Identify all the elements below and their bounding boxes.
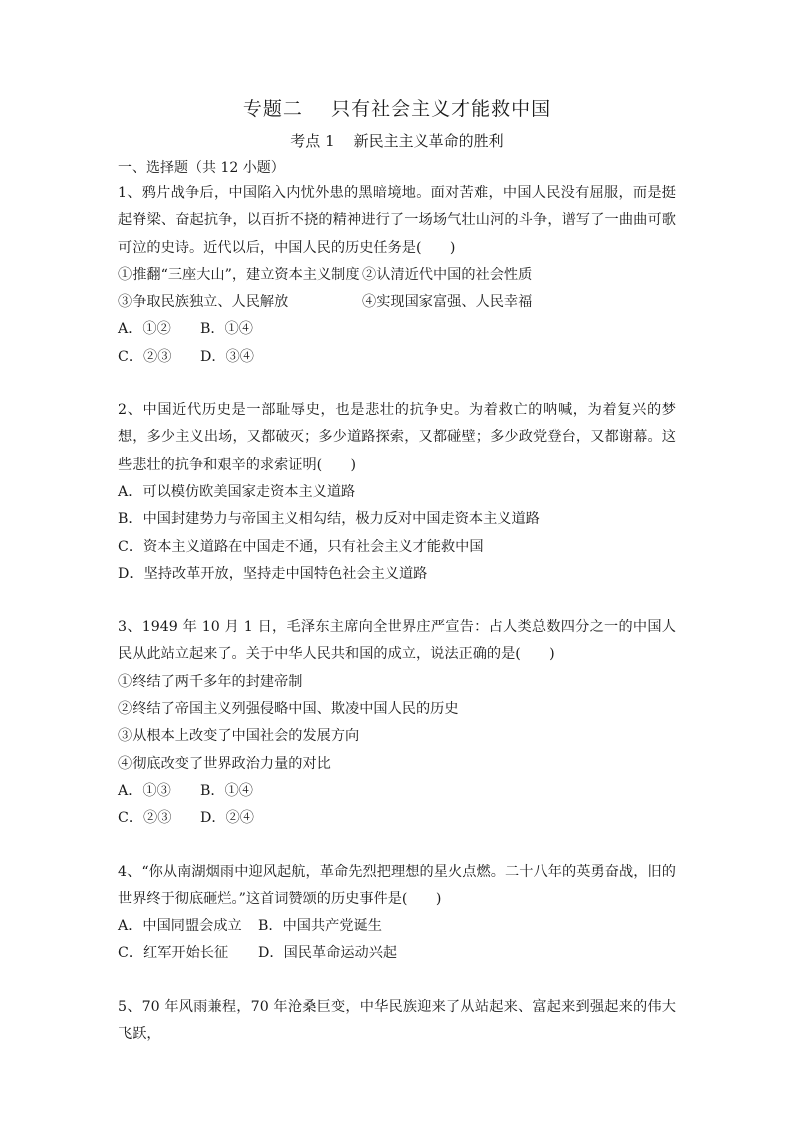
answer-option: A．可以模仿欧美国家走资本主义道路 <box>118 483 356 500</box>
answer-option: D．③④ <box>200 348 254 365</box>
statement-item: ①推翻“三座大山”，建立资本主义制度 <box>118 266 360 283</box>
question-stem: 1、鸦片战争后，中国陷入内忧外患的黑暗境地。面对苦难，中国人民没有屈服，而是挺起脊梁、奋起抗争，以百折不挠的精神进行了一场场气壮山河的斗争，谱写了一曲曲可歌可泣的史诗。近代以后，中国人民的历史任务是( ) <box>118 185 676 256</box>
option-row <box>118 805 676 832</box>
question-2 <box>118 397 676 588</box>
spacer <box>118 968 676 994</box>
option-row <box>118 344 676 371</box>
answer-option: B．①④ <box>200 782 253 799</box>
statement-row <box>118 289 676 316</box>
page-subtitle: 考点 1 新民主主义革命的胜利 <box>290 132 504 150</box>
statement-item: ①终结了两千多年的封建帝制 <box>118 673 303 690</box>
answer-option: C．资本主义道路在中国走不通，只有社会主义才能救中国 <box>118 538 484 555</box>
answer-option: B．中国封建势力与帝国主义相勾结，极力反对中国走资本主义道路 <box>118 511 540 528</box>
answer-option: C．红军开始长征 <box>118 945 229 962</box>
spacer <box>118 588 676 614</box>
option-row <box>118 316 676 343</box>
spacer <box>118 371 676 397</box>
question-1 <box>118 180 676 371</box>
statement-item: ④实现国家富强、人民幸福 <box>362 294 533 311</box>
statement-item: ②认清近代中国的社会性质 <box>362 266 533 283</box>
answer-option: D．国民革命运动兴起 <box>258 945 398 962</box>
answer-option: A．①② <box>118 321 171 338</box>
answer-option: B．中国共产党诞生 <box>258 918 382 935</box>
question-stem: 3、1949 年 10 月 1 日，毛泽东主席向全世界庄严宣告：占人类总数四分之一的中国人民从此站立起来了。关于中华人民共和国的成立，说法正确的是( ) <box>118 619 676 663</box>
page-title: 专题二 只有社会主义才能救中国 <box>242 98 552 120</box>
statement-item: ④彻底改变了世界政治力量的对比 <box>118 755 331 772</box>
statement-item: ②终结了帝国主义列强侵略中国、欺凌中国人民的历史 <box>118 701 459 718</box>
spacer <box>118 833 676 859</box>
section-heading: 一、选择题（共 12 小题） <box>118 160 285 176</box>
answer-option: C．②③ <box>118 348 172 365</box>
answer-option: D．②④ <box>200 810 254 827</box>
question-4 <box>118 859 676 968</box>
option-row <box>118 913 676 940</box>
statement-item: ③争取民族独立、人民解放 <box>118 294 289 311</box>
option-row <box>118 778 676 805</box>
answer-option: A．中国同盟会成立 <box>118 918 242 935</box>
question-stem: 2、中国近代历史是一部耻辱史，也是悲壮的抗争史。为着救亡的呐喊，为着复兴的梦想，多少主义出场，又都破灭；多少道路探索，又都碰壁；多少政党登台，又都谢幕。这些悲壮的抗争和艰辛的求索证明( ) <box>118 402 676 473</box>
question-stem: 4、“你从南湖烟雨中迎风起航，革命先烈把理想的星火点燃。二十八年的英勇奋战，旧的世界终于彻底砸烂。”这首词赞颂的历史事件是( ) <box>118 863 676 907</box>
statement-item: ③从根本上改变了中国社会的发展方向 <box>118 728 360 745</box>
option-row <box>118 940 676 967</box>
question-5 <box>118 994 676 1049</box>
answer-option: C．②③ <box>118 810 172 827</box>
question-stem: 5、70 年风雨兼程，70 年沧桑巨变，中华民族迎来了从站起来、富起来到强起来的伟大飞跃， <box>118 998 676 1043</box>
statement-row <box>118 262 676 289</box>
answer-option: D．坚持改革开放，坚持走中国特色社会主义道路 <box>118 565 428 582</box>
answer-option: B．①④ <box>200 321 253 338</box>
answer-option: A．①③ <box>118 782 171 799</box>
question-3 <box>118 614 676 832</box>
